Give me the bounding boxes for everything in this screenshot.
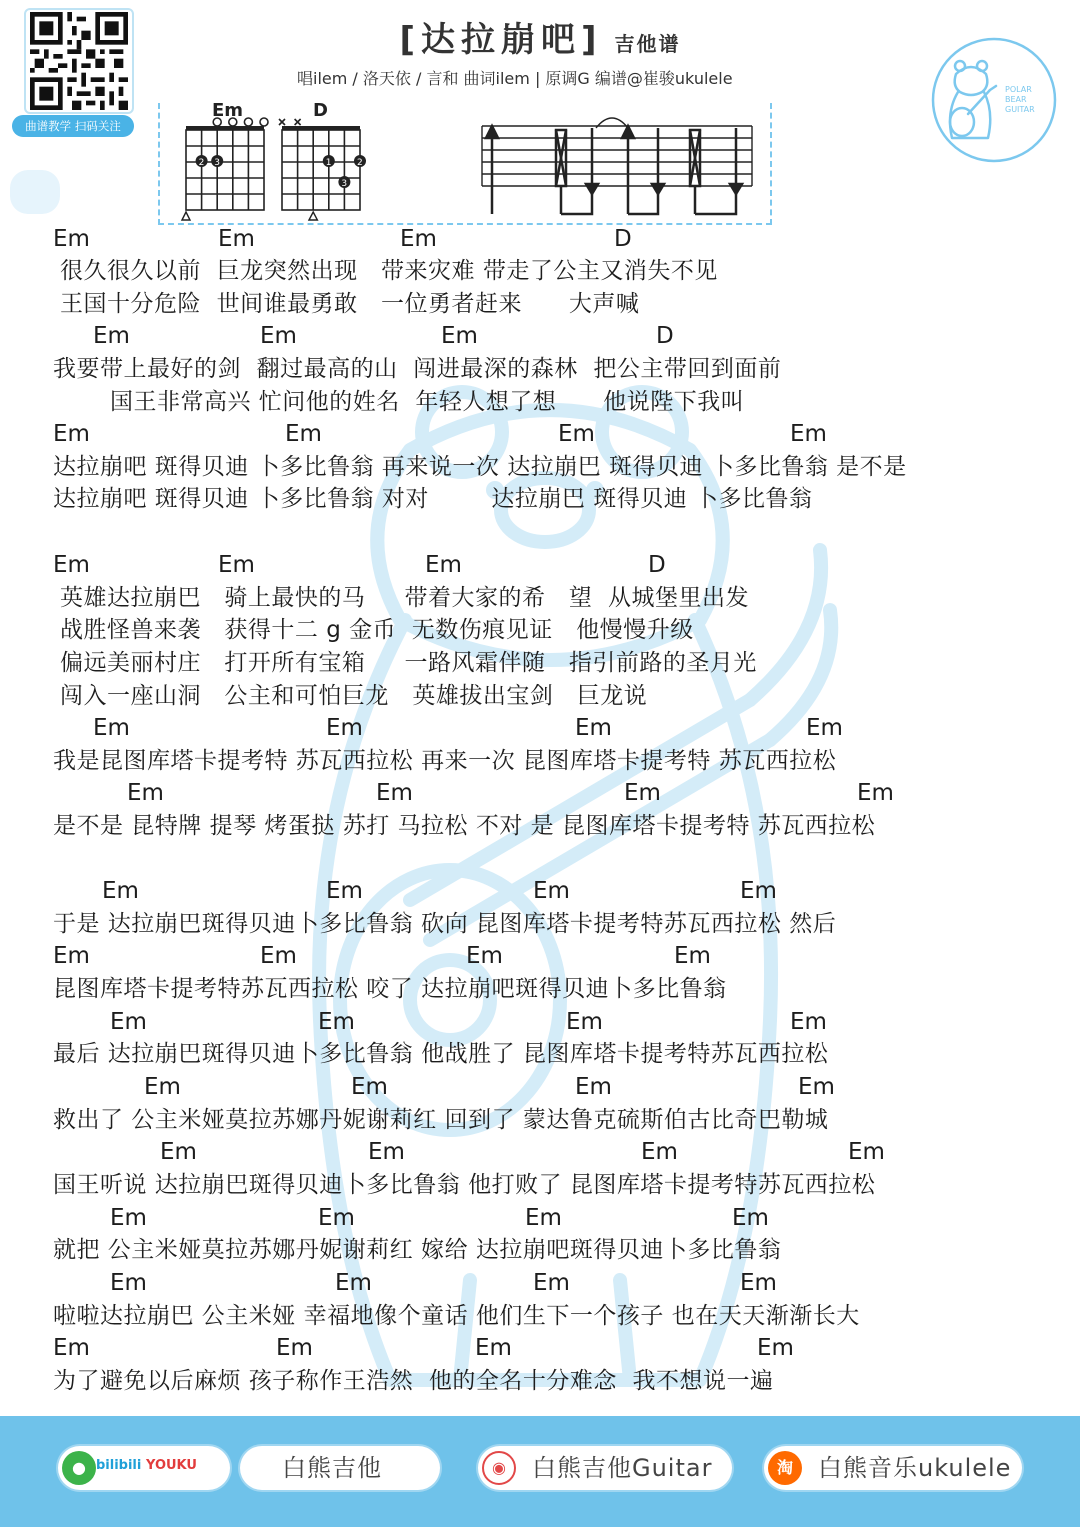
chord-label: Em [376, 780, 413, 806]
chord-label: Em [53, 552, 90, 578]
chord-label: Em [53, 1335, 90, 1361]
logo-text-1: POLAR [1005, 85, 1032, 94]
channel-name-2: 白熊吉他Guitar [532, 1454, 713, 1482]
finger-2: 2 [357, 158, 363, 168]
chord-label: Em [127, 780, 164, 806]
weibo-icon: ◉ [482, 1451, 516, 1485]
chord-label: Em [533, 1270, 570, 1296]
chord-label: Em [575, 715, 612, 741]
chord-label: Em [624, 780, 661, 806]
lyric-line: 达拉崩吧 斑得贝迪 卜多比鲁翁 再来说一次 达拉崩巴 斑得贝迪 卜多比鲁翁 是不是 [53, 454, 907, 480]
chord-label: Em [110, 1205, 147, 1231]
chord-label: Em [318, 1009, 355, 1035]
chord-label: Em [326, 715, 363, 741]
credits-line: 唱ilem / 洛天依 / 言和 曲词ilem | 原调G 编谱@崔骏ukulele [297, 69, 733, 88]
chord-label: Em [93, 715, 130, 741]
finger-3: 3 [214, 158, 220, 168]
channel-name-1: 白熊吉他 [282, 1454, 382, 1482]
wechat-icon: ● [62, 1451, 96, 1485]
lyric-line: 就把 公主米娅莫拉苏娜丹妮谢莉红 嫁给 达拉崩吧斑得贝迪卜多比鲁翁 [53, 1237, 782, 1263]
chord-label: Em [368, 1139, 405, 1165]
chord-diagram-em-name: Em [212, 100, 244, 121]
finger-1: 1 [325, 158, 332, 168]
finger-2: 2 [198, 158, 205, 168]
chord-label: Em [558, 421, 595, 447]
chord-label: Em [110, 1009, 147, 1035]
footer-bar [0, 1416, 1080, 1527]
lyric-line: 英雄达拉崩巴 骑上最快的马 带着大家的希 望 从城堡里出发 [60, 585, 750, 611]
taobao-icon: 淘 [768, 1451, 802, 1485]
chord-label: Em [425, 552, 462, 578]
chord-label: Em [674, 943, 711, 969]
chord-label: Em [276, 1335, 313, 1361]
lyric-line: 偏远美丽村庄 打开所有宝箱 一路风霜伴随 指引前路的圣月光 [60, 650, 757, 676]
channel-name-3: 白熊音乐ukulele [818, 1454, 1012, 1482]
lyric-line: 王国十分危险 世间谁最勇敢 一位勇者赶来 大声喊 [60, 291, 640, 317]
chord-label: Em [53, 226, 90, 252]
lyric-line: 国王非常高兴 忙问他的姓名 年轻人想了想 他说陛下我叫 [110, 389, 745, 415]
lyric-line: 啦啦达拉崩巴 公主米娅 幸福地像个童话 他们生下一个孩子 也在天天渐渐长大 [53, 1303, 860, 1329]
lyric-line: 战胜怪兽来袭 获得十二 g 金币 无数伤痕见证 他慢慢升级 [60, 617, 694, 643]
title-subtitle: 吉他谱 [614, 32, 681, 56]
chord-label: Em [566, 1009, 603, 1035]
lyric-line: 我要带上最好的剑 翻过最高的山 闯进最深的森林 把公主带回到面前 [53, 356, 782, 382]
chord-label: Em [740, 878, 777, 904]
lyric-line: 于是 达拉崩巴斑得贝迪卜多比鲁翁 砍向 昆图库塔卡提考特苏瓦西拉松 然后 [53, 911, 837, 937]
chord-label: Em [285, 421, 322, 447]
chord-label: Em [53, 943, 90, 969]
chord-label: Em [848, 1139, 885, 1165]
chord-label: D [614, 226, 632, 252]
chord-label: Em [53, 421, 90, 447]
chord-label: Em [806, 715, 843, 741]
chord-label: Em [466, 943, 503, 969]
logo-text-2: BEAR [1005, 95, 1027, 104]
lyric-line: 我是昆图库塔卡提考特 苏瓦西拉松 再来一次 昆图库塔卡提考特 苏瓦西拉松 [53, 748, 837, 774]
chord-label: Em [160, 1139, 197, 1165]
lyric-line: 最后 达拉崩巴斑得贝迪卜多比鲁翁 他战胜了 昆图库塔卡提考特苏瓦西拉松 [53, 1041, 829, 1067]
chord-label: Em [110, 1270, 147, 1296]
finger-3: 3 [341, 179, 348, 189]
chord-label: Em [525, 1205, 562, 1231]
song-title: [达拉崩吧] [399, 20, 603, 60]
chord-label: Em [326, 878, 363, 904]
chord-label: Em [857, 780, 894, 806]
chord-label: Em [740, 1270, 777, 1296]
chord-label: Em [93, 323, 130, 349]
chord-label: Em [400, 226, 437, 252]
chord-label: Em [260, 943, 297, 969]
chord-label: Em [798, 1074, 835, 1100]
chord-label: Em [732, 1205, 769, 1231]
lyric-line: 达拉崩吧 斑得贝迪 卜多比鲁翁 对对 达拉崩巴 斑得贝迪 卜多比鲁翁 [53, 486, 813, 512]
logo-text-3: GUITAR [1005, 105, 1035, 114]
chord-label: Em [575, 1074, 612, 1100]
chord-label: Em [102, 878, 139, 904]
chord-label: D [648, 552, 666, 578]
chord-label: Em [218, 226, 255, 252]
chord-label: D [656, 323, 674, 349]
chord-diagram-d-name: D [313, 100, 328, 121]
chord-label: Em [757, 1335, 794, 1361]
lyric-line: 很久很久以前 巨龙突然出现 带来灾难 带走了公主又消失不见 [60, 258, 718, 284]
chord-label: Em [260, 323, 297, 349]
chord-label: Em [790, 1009, 827, 1035]
chord-label: Em [533, 878, 570, 904]
youku-label: YOUKU [146, 1458, 197, 1473]
chord-label: Em [441, 323, 478, 349]
chord-label: Em [475, 1335, 512, 1361]
chord-label: Em [790, 421, 827, 447]
chord-label: Em [351, 1074, 388, 1100]
chord-label: Em [335, 1270, 372, 1296]
lyric-line: 国王听说 达拉崩巴斑得贝迪卜多比鲁翁 他打败了 昆图库塔卡提考特苏瓦西拉松 [53, 1172, 876, 1198]
chord-label: Em [218, 552, 255, 578]
lyric-line: 为了避免以后麻烦 孩子称作王浩然 他的全名十分难念 我不想说一遍 [53, 1368, 774, 1394]
qr-caption: 曲谱教学 扫码关注 [12, 115, 134, 137]
lyric-line: 救出了 公主米娅莫拉苏娜丹妮谢莉红 回到了 蒙达鲁克硫斯伯古比奇巴勒城 [53, 1107, 829, 1133]
lyric-line: 是不是 昆特牌 提琴 烤蛋挞 苏打 马拉松 不对 是 昆图库塔卡提考特 苏瓦西拉松 [53, 813, 876, 839]
chord-label: Em [144, 1074, 181, 1100]
lyric-line: 昆图库塔卡提考特苏瓦西拉松 咬了 达拉崩吧斑得贝迪卜多比鲁翁 [53, 976, 727, 1002]
lyric-line: 闯入一座山洞 公主和可怕巨龙 英雄拔出宝剑 巨龙说 [60, 683, 648, 709]
chord-label: Em [641, 1139, 678, 1165]
chord-label: Em [318, 1205, 355, 1231]
bilibili-label: bilibili [96, 1458, 142, 1473]
